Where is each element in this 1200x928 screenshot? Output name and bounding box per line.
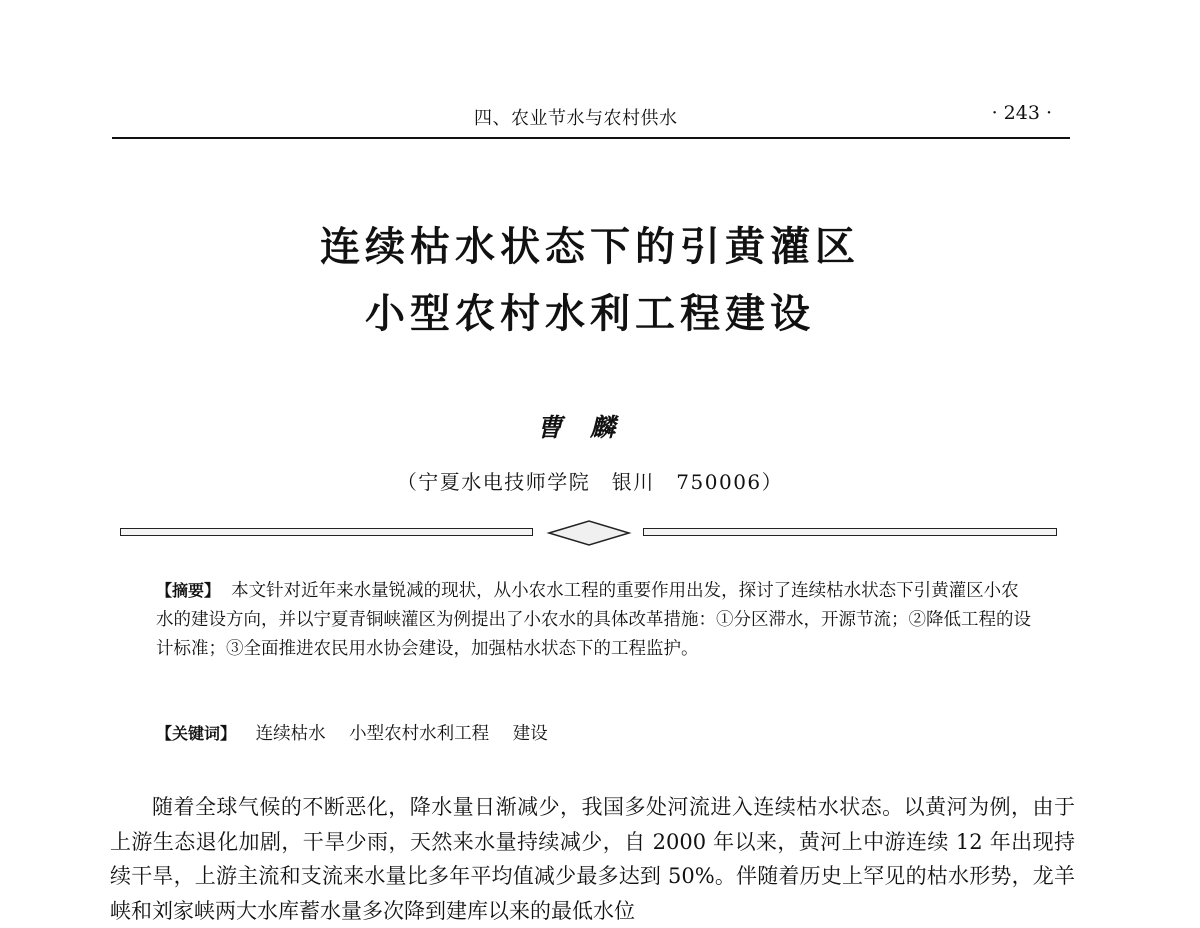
title-line-1: 连续枯水状态下的引黄灌区 [320, 224, 860, 270]
title-line-2: 小型农村水利工程建设 [365, 291, 815, 337]
body-text [110, 790, 1075, 928]
keywords [156, 720, 1036, 745]
header-rule [112, 137, 1070, 139]
abstract-label: 【摘要】 [156, 581, 221, 600]
divider-bar-right [643, 528, 1057, 536]
decorative-divider [120, 518, 1060, 548]
body-paragraph: 随着全球气候的不断恶化，降水量日渐减少，我国多处河流进入连续枯水状态。以黄河为例，由于上游生态退化加剧，干旱少雨，天然来水量持续减少，自 2000 年以来，黄河上中游连续 12 年出现持续干旱，上游主流和支流来水量比多年平均值减少最多达到 50%。伴随着历史上罕见的枯水形势，龙羊峡和刘家峡两大水库蓄水量多次降到建库以来的最低水位 [110, 795, 1075, 923]
diamond-ornament-icon [545, 518, 633, 548]
keyword: 连续枯水 [255, 724, 326, 744]
running-header [112, 102, 1070, 134]
author-name: 曹麟 [536, 413, 643, 442]
affiliation: （宁夏水电技师学院 银川 750006） [396, 470, 784, 494]
keyword: 建设 [512, 724, 548, 744]
abstract [156, 576, 1036, 664]
keyword: 小型农村水利工程 [349, 724, 490, 744]
keywords-label: 【关键词】 [156, 724, 237, 743]
section-title: 四、农业节水与农村供水 [474, 108, 678, 129]
divider-bar-left [120, 528, 533, 536]
abstract-text: 本文针对近年来水量锐减的现状，从小农水工程的重要作用出发，探讨了连续枯水状态下引黄灌区小农水的建设方向，并以宁夏青铜峡灌区为例提出了小农水的具体改革措施：①分区滞水，开源节流；②降低工程的设计标准；③全面推进农民用水协会建设，加强枯水状态下的工程监护。 [156, 581, 1031, 659]
page-number: · 243 · [991, 102, 1052, 124]
